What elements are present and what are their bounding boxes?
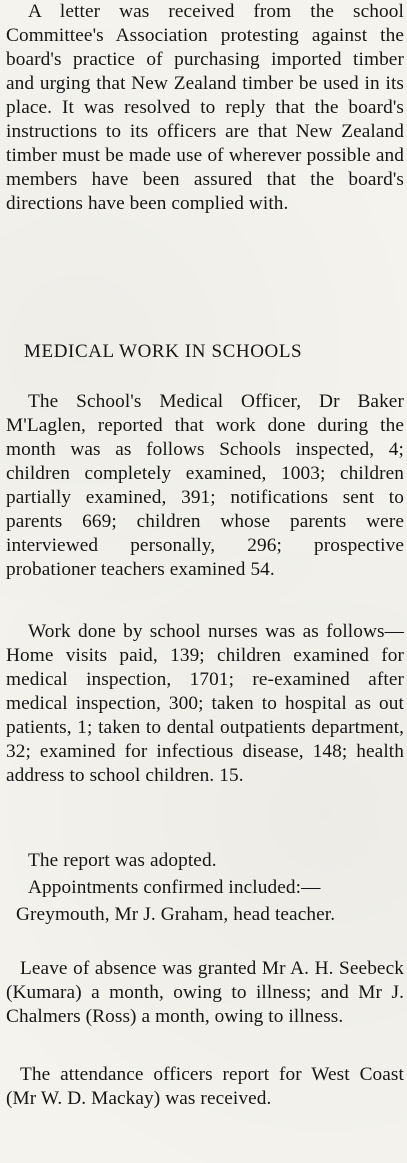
paragraph-greymouth-appointment: Greymouth, Mr J. Graham, head teacher.: [16, 904, 336, 925]
paragraph-school-nurses-report: Work done by school nurses was as follows—Home visits paid, 139; children examined for medical inspection, 1701; re-examined after medical inspection, 300; taken to hospital as out patients, 1; taken to dental outpatients department, 32; examined for infectious disease, 148; health address to school children. 15.: [6, 621, 404, 786]
paragraph-attendance-report: The attendance officers report for West Coast (Mr W. D. Mackay) was received.: [6, 1064, 404, 1109]
section-heading: MEDICAL WORK IN SCHOOLS: [24, 341, 303, 362]
paragraph-medical-officer-report: The School's Medical Officer, Dr Baker M'Laglen, reported that work done during the month was as follows Schools inspected, 4; children completely examined, 1003; children partially examined, 391; notifications sent to parents 669; children whose parents were interviewed personally, 296; prospective probationer teachers examined 54.: [6, 391, 404, 580]
paragraph-timber-letter: A letter was received from the school Committee's Association protesting against the board's practice of purchasing imported timber and urging that New Zealand timber be used in its place. It was resolved to reply that the board's instructions to its officers are that New Zealand timber must be made use of wherever possible and members have been assured that the board's directions have been complied with.: [6, 1, 404, 214]
paragraph-leave-of-absence: Leave of absence was granted Mr A. H. Seebeck (Kumara) a month, owing to illness; and Mr J. Chalmers (Ross) a month, owing to illness.: [6, 958, 404, 1027]
paragraph-report-adopted: The report was adopted.: [28, 850, 217, 871]
paragraph-appointments: Appointments confirmed included:—: [28, 877, 321, 898]
